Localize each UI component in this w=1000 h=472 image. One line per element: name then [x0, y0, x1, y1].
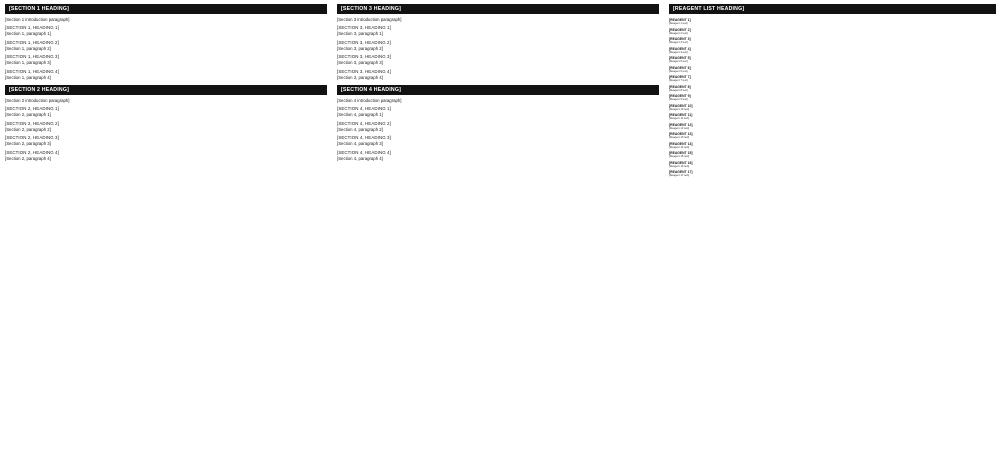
column-reagents — [669, 4, 996, 180]
section-title-bar: [SECTION 1 HEADING] — [5, 4, 327, 14]
reagent-description: [Reagent 11 text] — [669, 117, 689, 120]
reagent-description: [Reagent 12 text] — [669, 126, 690, 130]
block-heading: [SECTION 1, HEADING 1] — [5, 25, 59, 31]
reagent-description: [Reagent 4 text] — [669, 50, 688, 54]
reagent-name: [REAGENT 4] — [669, 46, 691, 51]
reagent-name: [REAGENT 1] — [669, 18, 691, 22]
block-paragraph: [Section 2, paragraph 4] — [5, 155, 51, 161]
block-heading: [SECTION 1, HEADING 4] — [5, 68, 59, 74]
block-heading: [SECTION 2, HEADING 1] — [5, 106, 59, 112]
section-0-0 — [5, 4, 327, 80]
reagent-name: [REAGENT 12] — [669, 122, 693, 127]
reagent-item — [669, 85, 996, 93]
reagent-item — [669, 56, 996, 64]
block-heading: [SECTION 3, HEADING 1] — [337, 25, 391, 31]
block-heading: [SECTION 4, HEADING 2] — [337, 120, 391, 126]
section-0-1 — [5, 85, 327, 161]
block-heading: [SECTION 3, HEADING 3] — [337, 54, 391, 60]
section-title-bar: [SECTION 3 HEADING] — [337, 4, 659, 14]
reagent-description: [Reagent 6 text] — [669, 69, 688, 73]
reagent-item — [669, 75, 996, 83]
block-paragraph: [Section 2, paragraph 2] — [5, 126, 51, 132]
block-heading: [SECTION 4, HEADING 4] — [337, 149, 391, 155]
reagent-item — [669, 132, 996, 140]
column-1 — [5, 4, 327, 166]
block-paragraph: [Section 1 introduction paragraph] — [5, 17, 70, 22]
reagent-item — [669, 66, 996, 74]
block-paragraph: [Section 3 introduction paragraph] — [337, 17, 402, 22]
block-paragraph: [Section 4, paragraph 4] — [337, 155, 383, 161]
reagent-name: [REAGENT 14] — [669, 141, 693, 146]
block-paragraph: [Section 1, paragraph 3] — [5, 60, 51, 66]
block-heading: [SECTION 4, HEADING 1] — [337, 106, 391, 112]
reagent-description: [Reagent 1 text] — [669, 22, 688, 25]
reagent-name: [REAGENT 13] — [669, 132, 693, 136]
reagent-description: [Reagent 8 text] — [669, 88, 688, 92]
section-1-0 — [337, 4, 659, 80]
reagent-description: [Reagent 5 text] — [669, 60, 688, 63]
block-heading: [SECTION 3, HEADING 4] — [337, 68, 391, 74]
reagent-description: [Reagent 3 text] — [669, 41, 688, 44]
block-paragraph: [Section 4, paragraph 1] — [337, 112, 383, 118]
reagent-name: [REAGENT 2] — [669, 27, 691, 32]
block-heading: [SECTION 2, HEADING 4] — [5, 149, 59, 155]
reagent-name: [REAGENT 11] — [669, 113, 693, 117]
reagent-name: [REAGENT 5] — [669, 56, 691, 60]
block-paragraph: [Section 3, paragraph 3] — [337, 60, 383, 66]
reagent-name: [REAGENT 8] — [669, 84, 691, 89]
reagent-name: [REAGENT 7] — [669, 75, 691, 79]
reagent-name: [REAGENT 3] — [669, 37, 691, 41]
block-paragraph: [Section 1, paragraph 1] — [5, 31, 51, 37]
reagents-title-bar: [REAGENT LIST HEADING] — [669, 4, 996, 14]
reagent-item — [669, 142, 996, 150]
block-heading: [SECTION 1, HEADING 2] — [5, 39, 59, 45]
block-heading: [SECTION 2, HEADING 3] — [5, 135, 59, 141]
reagent-description: [Reagent 10 text] — [669, 107, 690, 111]
reagent-item — [669, 18, 996, 26]
block-paragraph: [Section 2, paragraph 3] — [5, 141, 51, 147]
block-paragraph: [Section 1, paragraph 2] — [5, 45, 51, 51]
reagent-item — [669, 94, 996, 102]
section-1-1 — [337, 85, 659, 161]
reagent-name: [REAGENT 10] — [669, 103, 693, 108]
reagent-item — [669, 113, 996, 121]
block-paragraph: [Section 3, paragraph 4] — [337, 74, 383, 80]
reagent-description: [Reagent 7 text] — [669, 79, 688, 82]
reagent-item — [669, 104, 996, 112]
reagent-name: [REAGENT 16] — [669, 160, 693, 165]
block-paragraph: [Section 4 introduction paragraph] — [337, 98, 402, 104]
section-title-bar: [SECTION 4 HEADING] — [337, 85, 659, 95]
reagent-description: [Reagent 17 text] — [669, 174, 690, 177]
reagent-item — [669, 28, 996, 36]
reagent-name: [REAGENT 9] — [669, 94, 691, 98]
reagent-item — [669, 47, 996, 55]
reagent-description: [Reagent 16 text] — [669, 164, 690, 168]
reagent-item — [669, 151, 996, 159]
reagent-description: [Reagent 9 text] — [669, 98, 688, 101]
block-paragraph: [Section 2, paragraph 1] — [5, 112, 51, 118]
block-heading: [SECTION 3, HEADING 2] — [337, 39, 391, 45]
reagent-item — [669, 37, 996, 45]
reagent-name: [REAGENT 15] — [669, 151, 693, 155]
reagent-item — [669, 123, 996, 131]
reagent-description: [Reagent 13 text] — [669, 136, 690, 139]
reagent-description: [Reagent 14 text] — [669, 145, 690, 149]
block-paragraph: [Section 2 introduction paragraph] — [5, 98, 70, 104]
section-title-bar: [SECTION 2 HEADING] — [5, 85, 327, 95]
reagent-description: [Reagent 15 text] — [669, 155, 690, 158]
block-paragraph: [Section 3, paragraph 2] — [337, 45, 383, 51]
column-2 — [337, 4, 659, 166]
block-heading: [SECTION 1, HEADING 3] — [5, 54, 59, 60]
block-paragraph: [Section 4, paragraph 2] — [337, 126, 383, 132]
block-paragraph: [Section 4, paragraph 3] — [337, 141, 383, 147]
reagent-name: [REAGENT 6] — [669, 65, 691, 70]
reagent-item — [669, 161, 996, 169]
block-heading: [SECTION 4, HEADING 3] — [337, 135, 391, 141]
block-paragraph: [Section 3, paragraph 1] — [337, 31, 383, 37]
block-heading: [SECTION 2, HEADING 2] — [5, 120, 59, 126]
block-paragraph: [Section 1, paragraph 4] — [5, 74, 51, 80]
reagent-description: [Reagent 2 text] — [669, 31, 688, 35]
reagent-item — [669, 170, 996, 178]
reagent-name: [REAGENT 17] — [669, 170, 693, 174]
